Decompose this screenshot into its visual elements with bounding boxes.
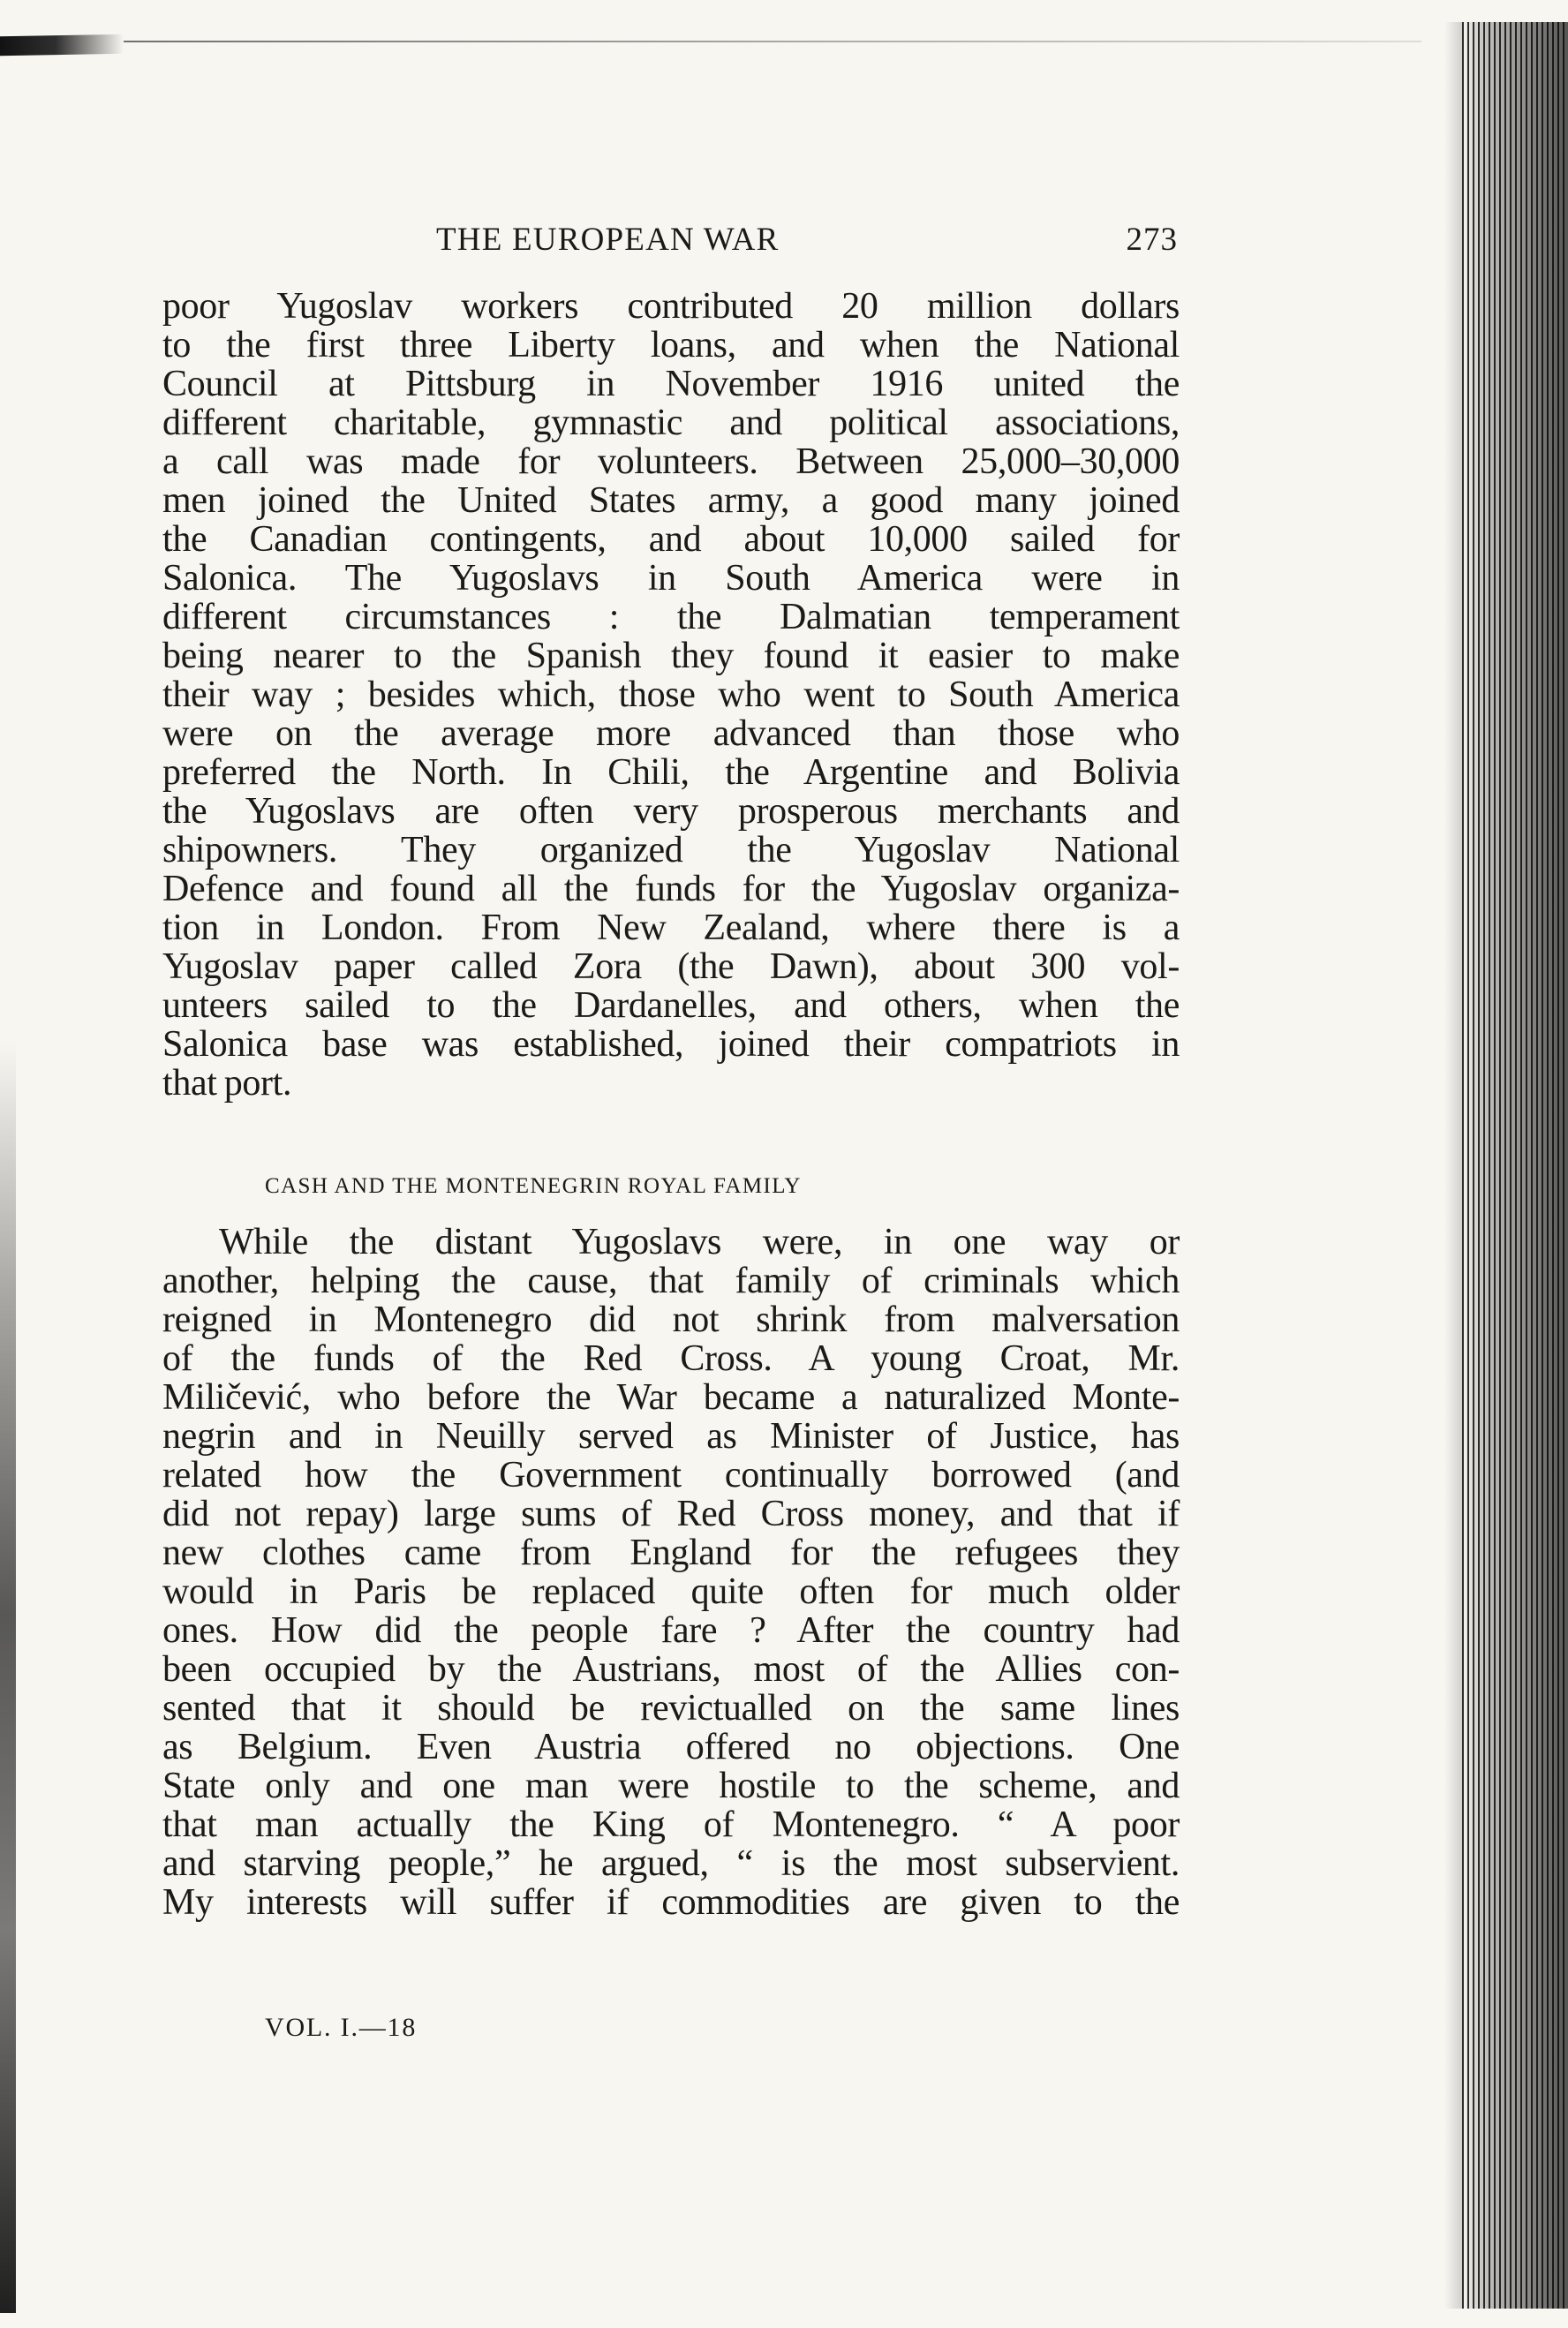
text-line: of the funds of the Red Cross. A young Croat, Mr. (162, 1338, 1180, 1379)
text-line: shipowners. They organized the Yugoslav National (162, 830, 1180, 870)
page-edge-left (0, 1042, 16, 2313)
text-line: different charitable, gymnastic and political associations, (162, 403, 1180, 443)
text-line: negrin and in Neuilly served as Minister of Justice, has (162, 1416, 1180, 1457)
text-line: Council at Pittsburg in November 1916 united the (162, 364, 1180, 404)
text-line: the Canadian contingents, and about 10,000 sailed for (162, 519, 1180, 560)
page-number: 273 (1126, 222, 1178, 258)
text-line: My interests will suffer if commodities are given to the (162, 1882, 1180, 1923)
text-line: been occupied by the Austrians, most of the Allies con- (162, 1649, 1180, 1690)
page-edge-top (0, 34, 124, 56)
printer-signature: VOL. I.—18 (265, 2013, 418, 2042)
text-line: Salonica. The Yugoslavs in South America were in (162, 558, 1180, 599)
text-line: and starving people,” he argued, “ is the most subservient. (162, 1843, 1180, 1884)
book-binding (1462, 22, 1568, 2309)
text-line: Defence and found all the funds for the Yugoslav organiza- (162, 869, 1180, 909)
text-line: preferred the North. In Chili, the Argentine and Bolivia (162, 752, 1180, 793)
page-header (162, 221, 1178, 274)
text-line: poor Yugoslav workers contributed 20 million dollars (162, 286, 1180, 327)
text-line: did not repay) large sums of Red Cross money, and that if (162, 1494, 1180, 1534)
text-line: their way ; besides which, those who went to South America (162, 674, 1180, 715)
text-line: tion in London. From New Zealand, where there is a (162, 908, 1180, 948)
text-line: another, helping the cause, that family of criminals which (162, 1261, 1180, 1301)
text-line: sented that it should be revictualled on the same lines (162, 1688, 1180, 1729)
body-paragraph-2 (162, 1223, 1180, 1922)
section-title: CASH AND THE MONTENEGRIN ROYAL FAMILY (265, 1174, 802, 1198)
text-line: reigned in Montenegro did not shrink from malversation (162, 1300, 1180, 1340)
text-line: State only and one man were hostile to the scheme, and (162, 1766, 1180, 1806)
text-line: new clothes came from England for the refugees they (162, 1533, 1180, 1573)
text-line: would in Paris be replaced quite often for much older (162, 1571, 1180, 1612)
text-line: related how the Government continually borrowed (and (162, 1455, 1180, 1495)
text-line: as Belgium. Even Austria offered no objections. One (162, 1727, 1180, 1767)
text-line: Miličević, who before the War became a naturalized Monte- (162, 1377, 1180, 1418)
text-line: the Yugoslavs are often very prosperous merchants and (162, 791, 1180, 832)
text-line: ones. How did the people fare ? After the country had (162, 1610, 1180, 1651)
text-line: being nearer to the Spanish they found it easier to make (162, 636, 1180, 676)
text-line: men joined the United States army, a good many joined (162, 480, 1180, 521)
text-line: that man actually the King of Montenegro. “ A poor (162, 1804, 1180, 1845)
text-line: that port. (162, 1063, 292, 1104)
text-line: unteers sailed to the Dardanelles, and others, when the (162, 985, 1180, 1026)
running-head: THE EUROPEAN WAR (436, 222, 780, 258)
text-line: to the first three Liberty loans, and when the National (162, 325, 1180, 365)
page-edge-top-line (124, 41, 1421, 42)
body-paragraph-1 (162, 287, 1180, 1103)
text-line: Yugoslav paper called Zora (the Dawn), about 300 vol- (162, 946, 1180, 987)
text-line: a call was made for volunteers. Between 25,000–30,000 (162, 441, 1180, 482)
text-line: While the distant Yugoslavs were, in one way or (219, 1222, 1180, 1262)
text-line: Salonica base was established, joined their compatriots in (162, 1024, 1180, 1065)
text-line: different circumstances : the Dalmatian temperament (162, 597, 1180, 637)
text-line: were on the average more advanced than those who (162, 713, 1180, 754)
